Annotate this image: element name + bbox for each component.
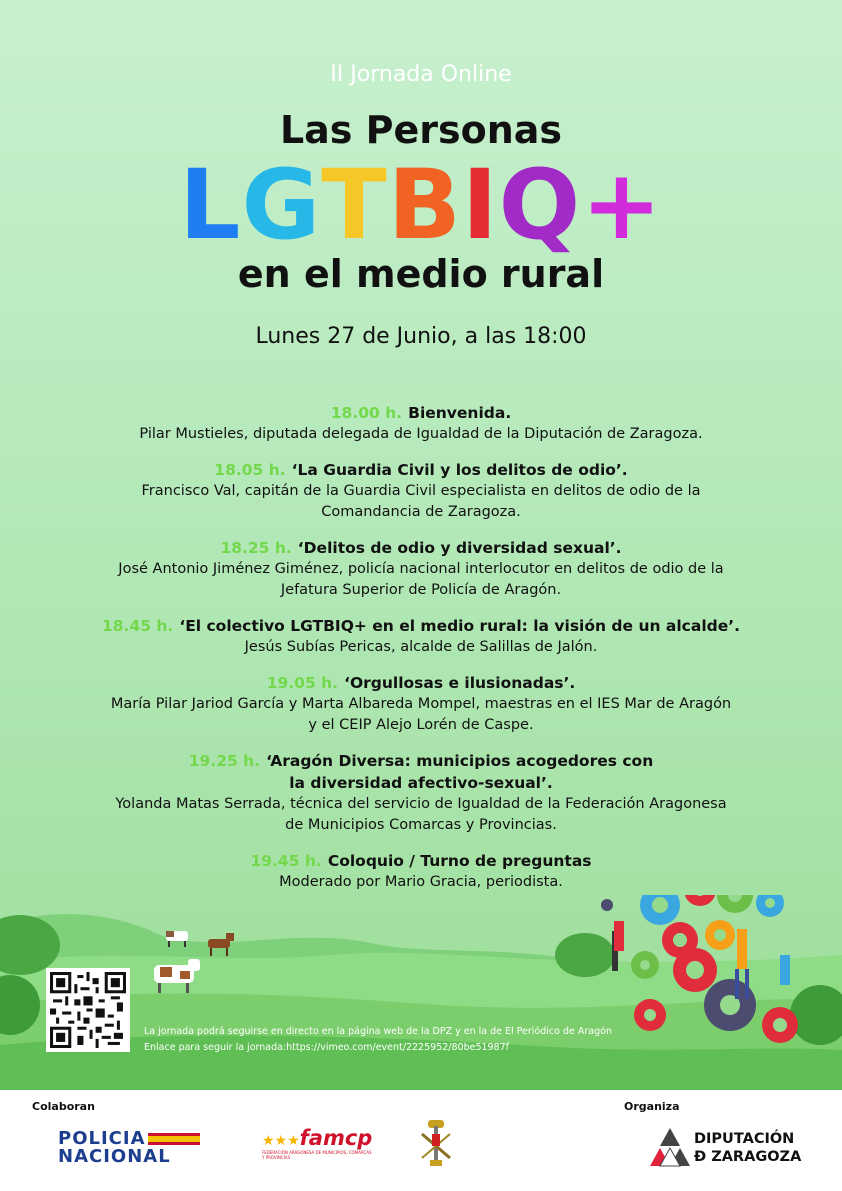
famcp-logo-subtitle: FEDERACIÓN ARAGONESA DE MUNICIPIOS, COMARCAS Y PROVINCIAS bbox=[262, 1150, 372, 1160]
program-item-time: 19.05 h. bbox=[266, 674, 339, 692]
dpz-triangles-icon bbox=[650, 1128, 690, 1168]
dpz-logo-word: Ð ZARAGOZA bbox=[694, 1149, 802, 1165]
title-letter: I bbox=[461, 149, 499, 261]
program-item-heading bbox=[40, 402, 802, 424]
program-item-title: ‘El colectivo LGTBIQ+ en el medio rural: la visión de un alcalde’. bbox=[179, 617, 741, 635]
program-item-title: ‘La Guardia Civil y los delitos de odio’. bbox=[291, 461, 628, 479]
program-item-speaker: Jefatura Superior de Policía de Aragón. bbox=[280, 582, 562, 598]
program-item-heading bbox=[40, 615, 802, 637]
program-item-speaker: José Antonio Jiménez Giménez, policía nacional interlocutor en delitos de odio de la bbox=[118, 561, 724, 577]
program-item-title: ‘Delitos de odio y diversidad sexual’. bbox=[297, 539, 622, 557]
title-line-3: en el medio rural bbox=[237, 252, 605, 296]
program-item-title: ‘Orgullosas e ilusionadas’. bbox=[344, 674, 576, 692]
qr-code bbox=[46, 968, 130, 1052]
program-item-speaker: y el CEIP Alejo Lorén de Caspe. bbox=[308, 717, 534, 733]
program-item bbox=[40, 672, 802, 736]
program-item-title: ‘Aragón Diversa: municipios acogedores con bbox=[266, 752, 654, 770]
title-lgbtiq bbox=[0, 150, 842, 260]
program-item bbox=[40, 459, 802, 523]
event-date: Lunes 27 de Junio, a las 18:00 bbox=[255, 324, 587, 349]
title-letter: B bbox=[387, 149, 462, 261]
guardia-civil-emblem-icon bbox=[418, 1120, 454, 1168]
stars-icon: ★★★ bbox=[262, 1133, 300, 1149]
stream-info-line: La jornada podrá seguirse en directo en la página web de la DPZ y en la de El Periódico de Aragón bbox=[144, 1026, 612, 1037]
policia-logo-word: NACIONAL bbox=[58, 1146, 171, 1167]
program-item-speaker: de Municipios Comarcas y Provincias. bbox=[285, 817, 557, 833]
program-item bbox=[40, 850, 802, 893]
title-letter: G bbox=[241, 149, 322, 261]
program-list bbox=[40, 402, 802, 907]
policia-nacional-logo bbox=[58, 1130, 208, 1166]
famcp-logo bbox=[262, 1126, 372, 1160]
title-letter: L bbox=[179, 149, 242, 261]
stream-link[interactable]: Enlace para seguir la jornada:https://vimeo.com/event/2225952/80be51987f bbox=[144, 1042, 510, 1053]
program-item bbox=[40, 402, 802, 445]
program-item-time: 18.45 h. bbox=[101, 617, 174, 635]
program-item-speaker: Jesús Subías Pericas, alcalde de Salillas de Jalón. bbox=[244, 639, 598, 655]
policia-logo-word: POLICIA bbox=[58, 1128, 146, 1149]
footer-logos bbox=[0, 1090, 842, 1191]
program-item-heading bbox=[40, 459, 802, 481]
collaborators-label: Colaboran bbox=[32, 1100, 95, 1113]
event-subtitle: II Jornada Online bbox=[330, 62, 512, 87]
program-item-time: 18.00 h. bbox=[330, 404, 403, 422]
program-item-title: Bienvenida. bbox=[408, 404, 512, 422]
stream-info bbox=[144, 1024, 704, 1056]
program-item-heading bbox=[40, 537, 802, 559]
organizer-label: Organiza bbox=[624, 1100, 680, 1113]
program-item-time: 18.25 h. bbox=[220, 539, 292, 557]
program-item-speaker: Moderado por Mario Gracia, periodista. bbox=[279, 874, 563, 890]
title-letter: Q bbox=[498, 149, 582, 261]
program-item-heading bbox=[40, 750, 802, 772]
program-item-heading bbox=[40, 850, 802, 872]
program-item-speaker: María Pilar Jariod García y Marta Albareda Mompel, maestras en el IES Mar de Aragón bbox=[110, 696, 732, 712]
program-item-time: 19.25 h. bbox=[188, 752, 261, 770]
program-item-heading bbox=[40, 672, 802, 694]
program-item-speaker: Pilar Mustieles, diputada delegada de Igualdad de la Diputación de Zaragoza. bbox=[139, 426, 703, 442]
program-item-speaker: Comandancia de Zaragoza. bbox=[321, 504, 521, 520]
program-item-speaker: Yolanda Matas Serrada, técnica del servicio de Igualdad de la Federación Aragonesa bbox=[115, 796, 727, 812]
program-item-title: Coloquio / Turno de preguntas bbox=[327, 852, 592, 870]
famcp-logo-word: famcp bbox=[299, 1126, 373, 1150]
program-item bbox=[40, 750, 802, 836]
dpz-logo-word: DIPUTACIÓN bbox=[694, 1131, 795, 1147]
program-item bbox=[40, 615, 802, 658]
title-line-1: Las Personas bbox=[279, 108, 563, 152]
title-letter: T bbox=[321, 149, 388, 261]
title-letter: + bbox=[581, 149, 663, 261]
spain-flag-icon bbox=[148, 1133, 200, 1145]
program-item-title: la diversidad afectivo-sexual’. bbox=[289, 774, 553, 792]
program-item-time: 19.45 h. bbox=[250, 852, 322, 870]
program-item bbox=[40, 537, 802, 601]
program-item-speaker: Francisco Val, capitán de la Guardia Civil especialista en delitos de odio de la bbox=[141, 483, 701, 499]
program-item-time: 18.05 h. bbox=[214, 461, 286, 479]
